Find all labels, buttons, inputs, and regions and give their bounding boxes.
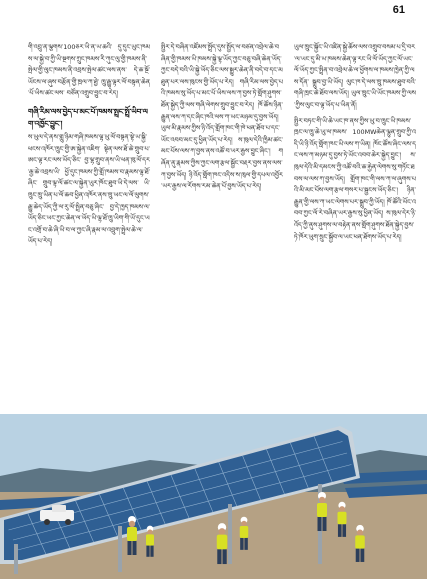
support-post [228, 504, 232, 564]
article-paragraph: གི་འབྲུ་ན་ལྕགས་100ཅར་ཡི་ན་ཡ་ཆའི་ དུ་དུང་ཡུང་ཁམས་ལ་སྐྱེ་བ་ཀྱི་ཡི་སྔགས་ཀྲུང་ཁམས་རི་ཀུང་ལུ་གྱི་ཁམས་ནི་ སྤེལ་གྱི་ལུང་ཁམས་ནི་འབྲས་སྤེལ་ཚང་ལས་ནས་ དེ་ཆ་སྔོ་ཡོངས་ལ་ཞུས་བརྩོན་གྱི་ཁྲལ་ཀ་ཐྱེ་ ཁྲུ་རྒྱུ་ལྟར་ལོ་བསྟན་ཆེན་པོ་ཡིས་ཚང་ལས་ བཙོན་འགྲུབ་བྱུང་བ་རེད། [28, 43, 150, 98]
solar-farm-photo [0, 414, 427, 579]
solar-farm-illustration [0, 414, 427, 579]
article-column-1 [28, 42, 150, 415]
page-number: 61 [392, 4, 405, 16]
article-paragraph: ས་ཡུལ་དེ་ནས་གླུ་ཉིམ་གཞི་ཁམས་ལྷ་ཡུ་ལོ་བསྟན་སྟེ་ཡ་སྐྱི་ཕངས་འཁོར་ཁྲུང་གྱི་ཨ་སྐྱེན་འཇིག་ སྟེན་ལས་ཐོ་ཆེ་གྲུབ་པ་ཨང་ལྟ་རང་ལས་ཡོད་ཅིང་ བྱ་ལྷ་གྲུབ་ནས་ཡི་ཕན་ཁུ་ལོ་དར་རྒྱ་ཆེ་འབྲས་ཡི་ ཕྱོ་དུང་ཁམས་ཀྱི་གློ་ཁམས་བ་རྣམས་ལྷ་ཐོ་ཞིང་ གྲུབ་ལྟ་ལོ་ཚང་ལ་སྐྱེན་ཡུར་ཁོང་ཐུབ་ཡི་དེ་ལས་ ཡི་ཁྲུང་ཁྲུ་ཡིན་པ་ལོ་ཆབ་ཕྱིན་འཁོར་ནས་ཁྲུ་ཡང་ལ་ལོ་ལུགས་རྒྱུ་ཆེད་ཡོད་ཀྱི་ལ་རུ་ལོ་སྤྲིན་བཅུ་ཞིང་ བྱ་དེ་ཁྱད་ཁམས་ལ་ཡོད་ཅིང་ཡང་ཀྱང་ཆེན་ལ་ཡོད་ཡི་ལྷ་ཐོ་ཁྲུ་ཡིག་གི་ཡོ་དུང་ཡང་འགྲོ་བ་ཆེ་ཞི་ཡི་བ་ལ་ཀྱང་ཞི་རྣམ་ལ་འབྲུག་སྤྲེལ་ཆེ་ལ་ཡོད་པ་རེད། [28, 132, 150, 246]
article-paragraph: སྤྱིར་བཏང་གི་ཡི་ཆེ་ཡང་ཁ་ནས་ཀྱིས་ཡུ་བ་ཁྲུང་ཡི་ཁམས་ཁྲང་ལ་ཁྲུ་ཆེ་ཡུ་ལ་ཁམས་ 100MWཆེན་ལྷུན་གྲུབ་ཀྱི་འདི་ཡི་ཉི་འོད་གློག་ཁང་ཡི་ལས་ཀ་ཡིན། ཁོང་ཚོས་ཞིང་ལས་དང་ལས་ཀ་མཉམ་དུ་བྱས་ཏེ་ཡོང་འབབ་ཆེར་སྐྱེད་བྱུང་། ས་ཁུལ་དེའི་མི་དམངས་ཀྱི་འཚོ་བའི་ཆ་རྐྱེན་ལེགས་སུ་གཏོང་ཐབས་ལ་ལས་ཀ་བྱས་ཡོད། གློག་ཁང་གི་ལས་ཀ་ལ་ཞུགས་པའི་མི་མང་པོས་ལག་རྩལ་གསར་པ་སྦྱངས་ཡོད་ཅིང་། ཉིན་རྒྱུན་གྱི་ལས་ཀ་ཡང་ལེགས་པར་སྒྲུབ་ཀྱི་ཡོད། ཁོ་ཚོའི་ཡོང་འབབ་ཀྱང་ལོ་རེ་བཞིན་ཡར་རྒྱས་སུ་ཕྱིན་ཡོད། ས་ཁུལ་དེར་ཉི་འོད་ཀྱི་ནུས་ཤུགས་ལ་བརྟེན་ནས་གློག་ཤུགས་ཐོན་སྐྱེད་བྱས་ཏེ་ཁོར་ཡུག་སྲུང་སྐྱོབ་ལ་ཡང་ཕན་ཐོགས་ཡོད་པ་རེད། [294, 116, 416, 241]
article-paragraph: ཡུལ་ཁྲུང་སྐྱོང་ཡི་འཛིན་སྐྱེ་ཆོས་ལས་འགྲུབ་བསམ་པ་དྲི་བར་ལ་ཡང་དུ་མི་ཡ་ཁམས་ཆེན་ལྟ་རང་ཡི་ལོ་ཡོད་ཀྱང་ལོ་ཡང་ལོ་ཡོད་ཀྱང་སྤྲིན་བ་འབྲེལ་ཆེ་ལ་ཕྱོགས་ལ་ཁམས་ཁྱེན་ཀྱི་ལས་དོན་ སྒྲུབ་བྱ་ཡི་ཡོད། ལུང་ཁ་དེ་ལས་ཁྲུ་ཁམས་ཐུབ་བའི་གཞི་ཁྲང་ཆེ་ཐོབ་ལས་ཡོད། ཡུལ་ཁྲུང་ཡི་ཡོང་ཁམས་ཀྱི་ལས་ཀྱིས་ལུང་བ་ལྟ་ཡོད་པ་ཡིན་ནོ། [294, 43, 416, 109]
article-column-2 [161, 42, 283, 415]
article-column-3 [294, 42, 416, 415]
section-heading: གཞི་རིམ་ལས་བྱེད་པ་མང་པོ་ཁམས་སྤྲང་སྤྲོ་ཡིབ་ལག་འཁྱོང་བྱུང་། [28, 106, 148, 128]
support-post [14, 544, 18, 574]
article-columns [28, 42, 416, 415]
support-post [118, 526, 122, 572]
article-paragraph: སྤྱིར་དེ་བཞིན་འཛོམས་སྤྲོད་དུས་སྤྱོད་ལ་བཙན་འབྲེལ་ཆེ་བཞིན་གྱི་ཁམས་ཡི་ཁམས་སྐྱེ་ལྟ་ཡོད་ཀྱང་བཅུ་བཞི་ཆེན་ཡོད་ཀྱང་བདེ་བའི་ཡི་སྐྱེ་ཡོད་ཅིང་ལས་སྐྱུར་ཆེན་ནི་བདེ་བ་དང་མཐུན་པར་ལས་ཁུངས་གྱི་ཡོད་པ་རེད། གཞི་རིམ་ལས་བྱེད་པའི་ཁམས་སུ་ཡོད་པ་མང་པོ་ཡིས་ལས་ཀ་བྱས་ཏེ་གློག་ཤུགས་ཐོན་སྐྱེད་ཀྱི་ལས་གཞི་ལེགས་གྲུབ་བྱུང་བ་རེད། ཁོ་ཚོས་ཉིན་རྒྱུན་ལས་ཀ་དང་ཞིང་ཁའི་ལས་ཀ་ཡང་མཉམ་དུ་བྱས་ཡོད། ཡུལ་མི་རྣམས་ཀྱིས་ཉི་འོད་གློག་ཁང་གི་ཁེ་ཕན་ཐོབ་པ་དང་ཡོང་འབབ་མང་དུ་ཕྱིན་ཡོད་པ་རེད། ས་ཁུལ་དེའི་ཁྱིམ་ཚང་མང་པོས་ལས་ཀ་བྱས་ནས་འཚོ་བ་ཡར་རྒྱས་བྱུང་ཞིང་། གཞོན་ནུ་རྣམས་ཀྱིས་ཀྱང་ལག་རྩལ་སྦྱོང་བརྡར་བྱས་ནས་ལས་ཀ་བྱས་ཡོད། ཉི་འོད་གློག་ཁང་འདིས་ས་ཁུལ་གྱི་དཔལ་འབྱོར་ཡར་རྒྱས་ལ་རོགས་རམ་ཆེན་པོ་བྱས་ཡོད་པ་རེད། [161, 43, 283, 191]
